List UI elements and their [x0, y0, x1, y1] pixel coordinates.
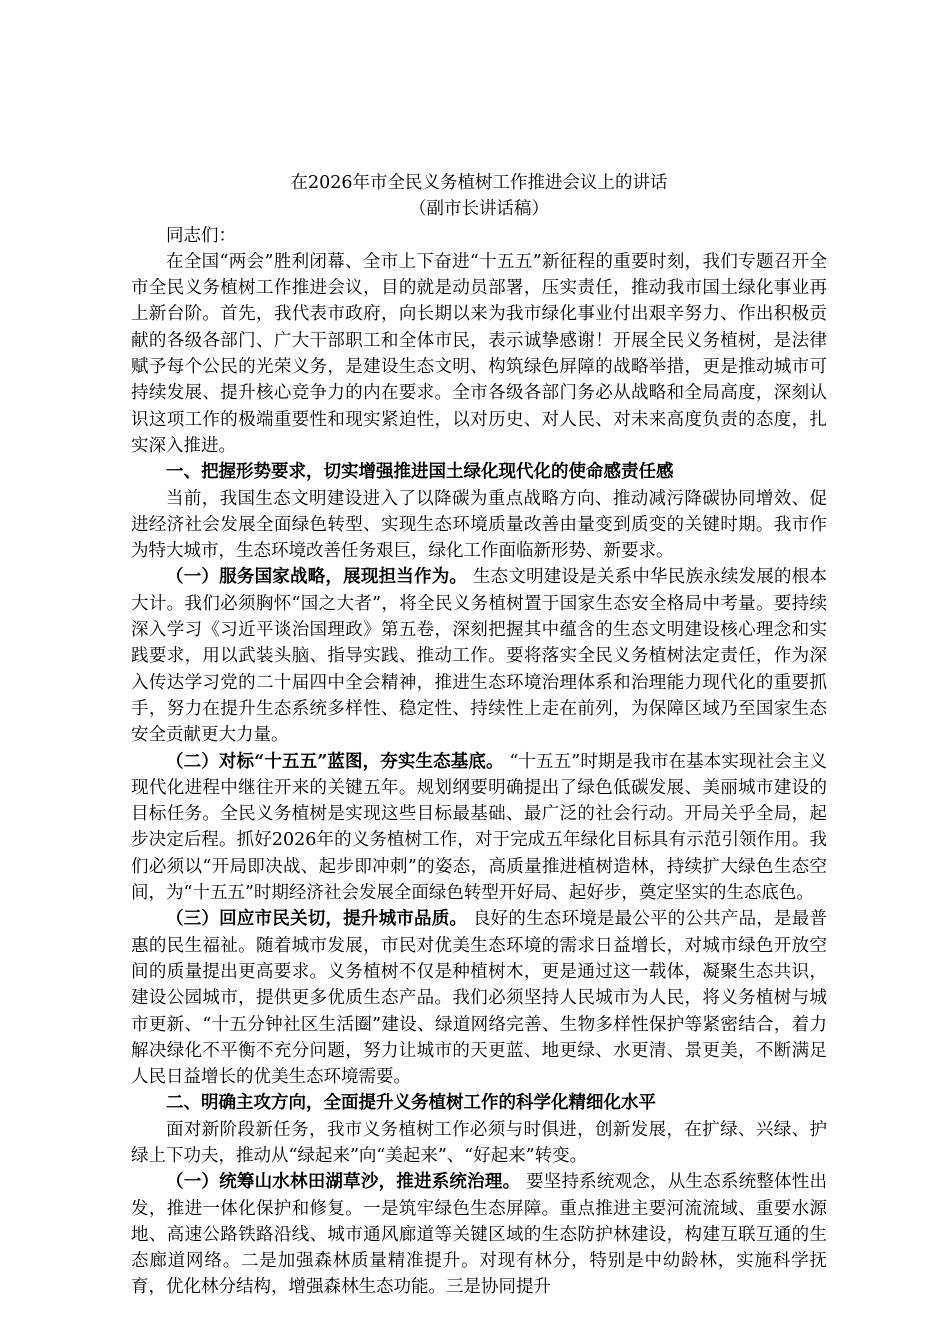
document-page [131, 170, 827, 1301]
item-text: 良好的生态环境是最公平的公共产品，是最普惠的民生福祉。随着城市发展，市民对优美生态环境的需求日益增长，对城市绿色开放空间的质量提出更高要求。义务植树不仅是种植树木，更是通过这一载体，凝聚生态共识，建设公园城市，提供更多优质生态产品。我们必须坚持人民城市为人民，将义务植树与城市更新、“十五分钟社区生活圈”建设、绿道网络完善、生物多样性保护等紧密结合，着力解决绿化不平衡不充分问题，努力让城市的天更蓝、地更绿、水更清、景更美，不断满足人民日益增长的优美生态环境需要。 [131, 909, 827, 1088]
greeting: 同志们： [166, 225, 236, 246]
section-2-item-1 [131, 1169, 827, 1300]
item-text: “十五五”时期是我市在基本实现社会主义现代化进程中继往开来的关键五年。规划纲要明确提出了绿色低碳发展、美丽城市建设的目标任务。全民义务植树是实现这些目标最基础、最广泛的社会行动。开局关乎全局，起步决定后程。抓好2026年的义务植树工作，对于完成五年绿化目标具有示范引领作用。我们必须以“开局即决战、起步即冲刺”的姿态，高质量推进植树造林，持续扩大绿色生态空间，为“十五五”时期经济社会发展全面绿色转型开好局、起好步，奠定坚实的生态底色。 [131, 751, 827, 904]
item-lead: （一）服务国家战略，展现担当作为。 [166, 567, 468, 588]
section-heading-2: 二、明确主攻方向，全面提升义务植树工作的科学化精细化水平 [166, 1093, 656, 1114]
section-1-item-3 [131, 906, 827, 1090]
document-title: 在2026年市全民义务植树工作推进会议上的讲话 [290, 173, 668, 193]
section-2-intro: 面对新阶段新任务，我市义务植树工作必须与时俱进，创新发展，在扩绿、兴绿、护绿上下功夫，推动从“绿起来”向“美起来”、“好起来”转变。 [131, 1119, 827, 1166]
item-lead: （一）统筹山水林田湖草沙，推进系统治理。 [166, 1172, 521, 1193]
item-lead: （三）回应市民关切，提升城市品质。 [166, 909, 468, 930]
item-text: 生态文明建设是关系中华民族永续发展的根本大计。我们必须胸怀“国之大者”，将全民义务植树置于国家生态安全格局中考量。要持续深入学习《习近平谈治国理政》第五卷，深刻把握其中蕴含的生态文明建设核心理念和实践要求，用以武装头脑、指导实践、推动工作。要将落实全民义务植树法定责任，作为深入传达学习党的二十届四中全会精神，推进生态环境治理体系和治理能力现代化的重要抓手，努力在提升生态系统多样性、稳定性、持续性上走在前列，为保障区域乃至国家生态安全贡献更大力量。 [131, 567, 827, 746]
item-text: 要坚持系统观念，从生态系统整体性出发，推进一体化保护和修复。一是筑牢绿色生态屏障。重点推进主要河流流域、重要水源地、高速公路铁路沿线、城市通风廊道等关键区域的生态防护林建设，构建互联互通的生态廊道网络。二是加强森林质量精准提升。对现有林分，特别是中幼龄林，实施科学抚育，优化林分结构，增强森林生态功能。三是协同提升 [131, 1172, 827, 1298]
section-1-item-1 [131, 564, 827, 748]
document-subtitle: （副市长讲话稿） [409, 199, 549, 220]
section-heading-1: 一、把握形势要求，切实增强推进国土绿化现代化的使命感责任感 [166, 462, 674, 483]
section-1-item-2 [131, 749, 827, 907]
section-1-intro: 当前，我国生态文明建设进入了以降碳为重点战略方向、推动减污降碳协同增效、促进经济社会发展全面绿色转型、实现生态环境质量改善由量变到质变的关键时期。我市作为特大城市，生态环境改善任务艰巨，绿化工作面临新形势、新要求。 [131, 488, 827, 562]
intro-paragraph: 在全国“两会”胜利闭幕、全市上下奋进“十五五”新征程的重要时刻，我们专题召开全市全民义务植树工作推进会议，目的就是动员部署，压实责任，推动我市国土绿化事业再上新台阶。首先，我代表市政府，向长期以来为我市绿化事业付出艰辛努力、作出积极贡献的各级各部门、广大干部职工和全体市民，表示诚挚感谢！开展全民义务植树，是法律赋予每个公民的光荣义务，是建设生态文明、构筑绿色屏障的战略举措，更是推动城市可持续发展、提升核心竞争力的内在要求。全市各级各部门务必从战略和全局高度，深刻认识这项工作的极端重要性和现实紧迫性，以对历史、对人民、对未来高度负责的态度，扎实深入推进。 [131, 251, 827, 456]
item-lead: （二）对标“十五五”蓝图，夯实生态基底。 [166, 751, 504, 772]
